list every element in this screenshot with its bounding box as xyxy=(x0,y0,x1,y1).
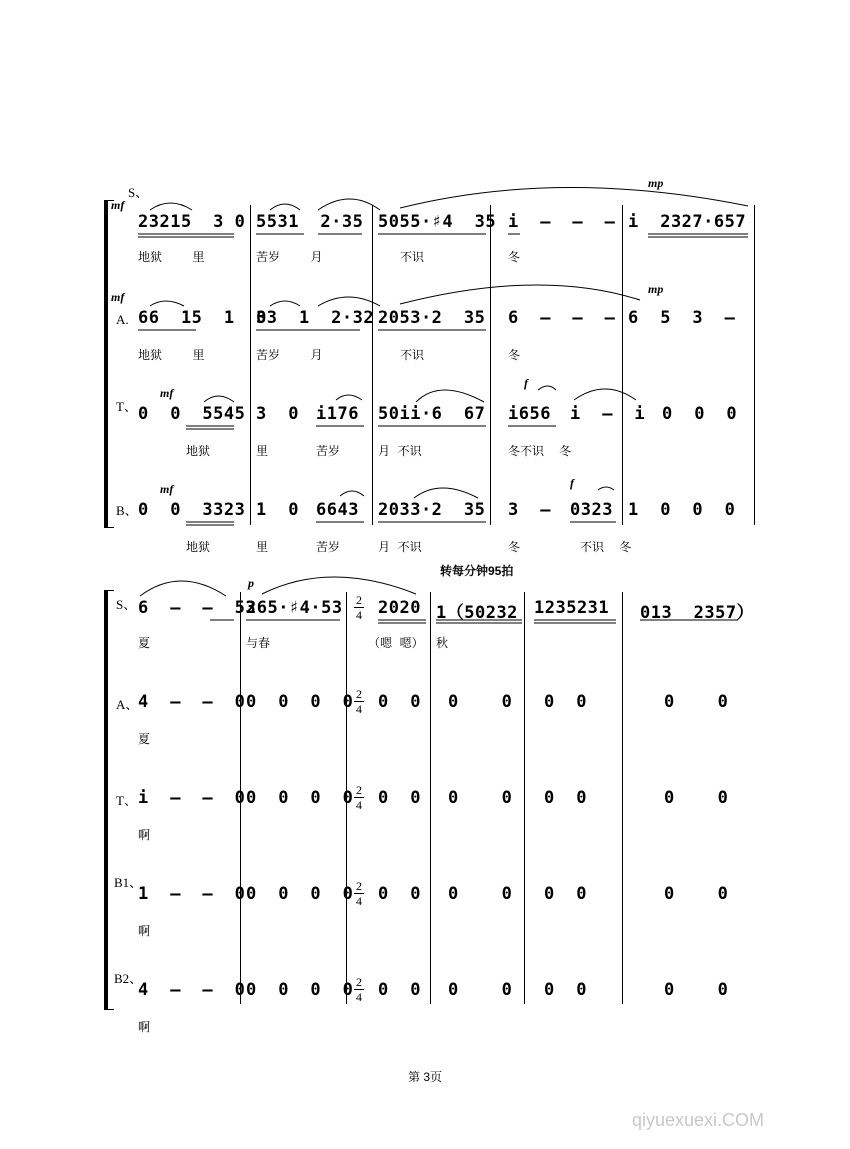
notes-measure: i176 xyxy=(316,404,359,424)
notes-measure: 0 0 0 0 xyxy=(246,884,354,904)
notes-measure: 1（50232 xyxy=(436,603,518,623)
slur xyxy=(150,301,184,306)
notes-measure: i – – – xyxy=(508,212,616,232)
notes-measure: 0 0 xyxy=(664,788,729,808)
notes-measure: 0 0 xyxy=(448,980,513,1000)
lyric-line: 里 xyxy=(256,540,269,554)
slur xyxy=(270,301,300,306)
notes-measure: i – i xyxy=(570,404,646,424)
lyric-line: 啊 xyxy=(138,828,151,842)
slur xyxy=(416,390,484,402)
lyric-line: 不识 xyxy=(400,250,425,264)
slur xyxy=(574,389,636,400)
dynamic-mark: mp xyxy=(648,282,664,296)
lyric-line: 啊 xyxy=(138,1020,151,1034)
notes-measure: 0 0 xyxy=(664,692,729,712)
lyric-line: 地狱 里 xyxy=(138,348,205,362)
slur xyxy=(400,187,748,208)
notes-measure: i656 xyxy=(508,404,551,424)
part-label-bass: B、 xyxy=(116,503,138,518)
lyric-line: 与春 xyxy=(246,636,271,650)
notes-measure: 0 0 0 xyxy=(662,404,738,424)
dynamic-mark: f xyxy=(524,376,528,390)
notes-measure: 0 0 xyxy=(448,884,513,904)
part-label-bass-1: B1、 xyxy=(114,875,143,890)
notes-measure: 50ii·6 67 xyxy=(378,404,486,424)
notes-measure: 5055·♯4 35 xyxy=(378,212,497,232)
part-label-soprano: S、 xyxy=(116,597,137,612)
lyric-line: 地狱 里 xyxy=(138,250,205,264)
lyric-line: 冬 xyxy=(508,250,521,264)
beam xyxy=(138,234,234,237)
lyric-line: 月 不识 xyxy=(378,444,422,458)
lyric-line: 里 xyxy=(256,444,269,458)
slur xyxy=(538,386,556,390)
time-signature: 2 4 xyxy=(356,975,362,1004)
notes-measure: 0 0 5545 xyxy=(138,404,246,424)
notes-measure: 0323 xyxy=(570,500,613,520)
notes-measure: 0 0 xyxy=(544,788,587,808)
time-signature: 2 4 xyxy=(356,593,362,622)
part-label-bass-2: B2、 xyxy=(114,971,143,986)
slur xyxy=(150,203,192,210)
notes-measure: 0 0 xyxy=(664,980,729,1000)
lyric-line: 啊 xyxy=(138,924,151,938)
part-label-tenor: T、 xyxy=(116,399,137,414)
notes-measure: 0 0 0 0 xyxy=(246,692,354,712)
notes-measure: 0 0 xyxy=(378,884,421,904)
lyric-line: 夏 xyxy=(138,636,151,650)
dynamic-mark: mf xyxy=(160,386,174,400)
notes-measure: 3 – xyxy=(508,500,551,520)
beam xyxy=(210,620,738,623)
notes-measure: 0 0 xyxy=(378,980,421,1000)
lyric-line: 秋 xyxy=(436,636,449,650)
time-signature: 2 4 xyxy=(356,879,362,908)
notes-measure: 0 0 xyxy=(664,884,729,904)
notes-measure: 33 1 2·32 xyxy=(256,308,375,328)
dynamic-mark: p xyxy=(248,576,254,590)
tempo-change-marking: 转每分钟95拍 xyxy=(440,564,514,578)
notes-measure: 0 0 0 0 xyxy=(246,980,354,1000)
dynamic-mark: mf xyxy=(111,290,125,304)
notes-measure: 265·♯4·53 xyxy=(246,598,343,618)
lyric-line: 冬 xyxy=(508,540,521,554)
dynamic-mark: mp xyxy=(648,176,664,190)
notes-measure: 4 – – 0 xyxy=(138,980,246,1000)
notes-measure: 6643 xyxy=(316,500,359,520)
beam xyxy=(186,522,616,525)
slur xyxy=(262,577,416,594)
dynamic-mark: mf xyxy=(160,482,174,496)
time-signature: 2 4 xyxy=(356,687,362,716)
lyric-line: 不识 冬 xyxy=(580,540,632,554)
beam xyxy=(186,426,556,429)
notes-measure: 013 2357） xyxy=(640,603,755,623)
slur xyxy=(400,285,640,304)
notes-measure: 0 0 xyxy=(448,788,513,808)
beam xyxy=(648,234,748,237)
notes-measure: 6 – – – xyxy=(508,308,616,328)
notes-measure: 0 0 xyxy=(544,884,587,904)
notes-measure: 1 0 0 0 xyxy=(628,500,736,520)
lyric-line: 苦岁 xyxy=(316,444,341,458)
lyric-line: 夏 xyxy=(138,732,151,746)
slur xyxy=(318,199,380,210)
lyric-line: 地狱 xyxy=(186,444,211,458)
part-label-tenor: T、 xyxy=(116,793,137,808)
slur xyxy=(336,395,362,400)
lyric-line: 苦岁 月 xyxy=(256,348,323,362)
slur xyxy=(598,487,614,490)
lyric-line: 地狱 xyxy=(186,540,211,554)
dynamic-mark: f xyxy=(570,476,574,490)
notes-measure: 0 0 3323 xyxy=(138,500,246,520)
part-label-alto: A、 xyxy=(116,697,139,712)
slur xyxy=(204,396,234,402)
slur xyxy=(414,488,478,498)
notes-measure: 4 – – 0 xyxy=(138,692,246,712)
notes-measure: 3 0 xyxy=(256,404,299,424)
notes-measure: 1235231 xyxy=(534,598,610,618)
lyric-line: 不识 xyxy=(400,348,425,362)
notes-measure: 0 0 xyxy=(378,788,421,808)
notes-measure: 0 0 xyxy=(448,692,513,712)
notes-measure: 0 0 xyxy=(544,980,587,1000)
notes-measure: 23215 3 0 xyxy=(138,212,246,232)
page-number: 第 3页 xyxy=(408,1070,443,1084)
watermark: qiyuexuexi.COM xyxy=(632,1110,765,1130)
lyric-line: （嗯 嗯） xyxy=(368,636,424,650)
notes-measure: 1 0 xyxy=(256,500,299,520)
lyric-line: 苦岁 月 xyxy=(256,250,323,264)
part-label-soprano: S、 xyxy=(128,185,149,200)
slur xyxy=(270,204,300,210)
lyric-line: 冬 xyxy=(508,348,521,362)
notes-measure: 0 0 0 0 xyxy=(246,788,354,808)
slur xyxy=(318,297,380,306)
notes-measure: 2033·2 35 xyxy=(378,500,486,520)
time-signature: 2 4 xyxy=(356,783,362,812)
notes-measure: 0 0 xyxy=(378,692,421,712)
notes-measure: 2053·2 35 xyxy=(378,308,486,328)
notes-measure: i – – 0 xyxy=(138,788,246,808)
part-label-alto: A. xyxy=(116,312,129,327)
notes-measure: 6 – – 53 xyxy=(138,598,257,618)
notes-measure: 1 – – 0 xyxy=(138,884,246,904)
dynamic-mark: mf xyxy=(111,198,125,212)
lyric-line: 苦岁 xyxy=(316,540,341,554)
notes-measure: 66 15 1 0 xyxy=(138,308,267,328)
lyric-line: 月 不识 xyxy=(378,540,422,554)
slur xyxy=(340,491,364,496)
slur xyxy=(140,581,226,596)
notes-measure: 5531 2·35 xyxy=(256,212,364,232)
notes-measure: 6 5 3 – xyxy=(628,308,736,328)
lyric-line: 冬不识 冬 xyxy=(508,444,572,458)
notes-measure: 2020 xyxy=(378,598,421,618)
notes-measure: i 2327·657 xyxy=(628,212,747,232)
notes-measure: 0 0 xyxy=(544,692,587,712)
